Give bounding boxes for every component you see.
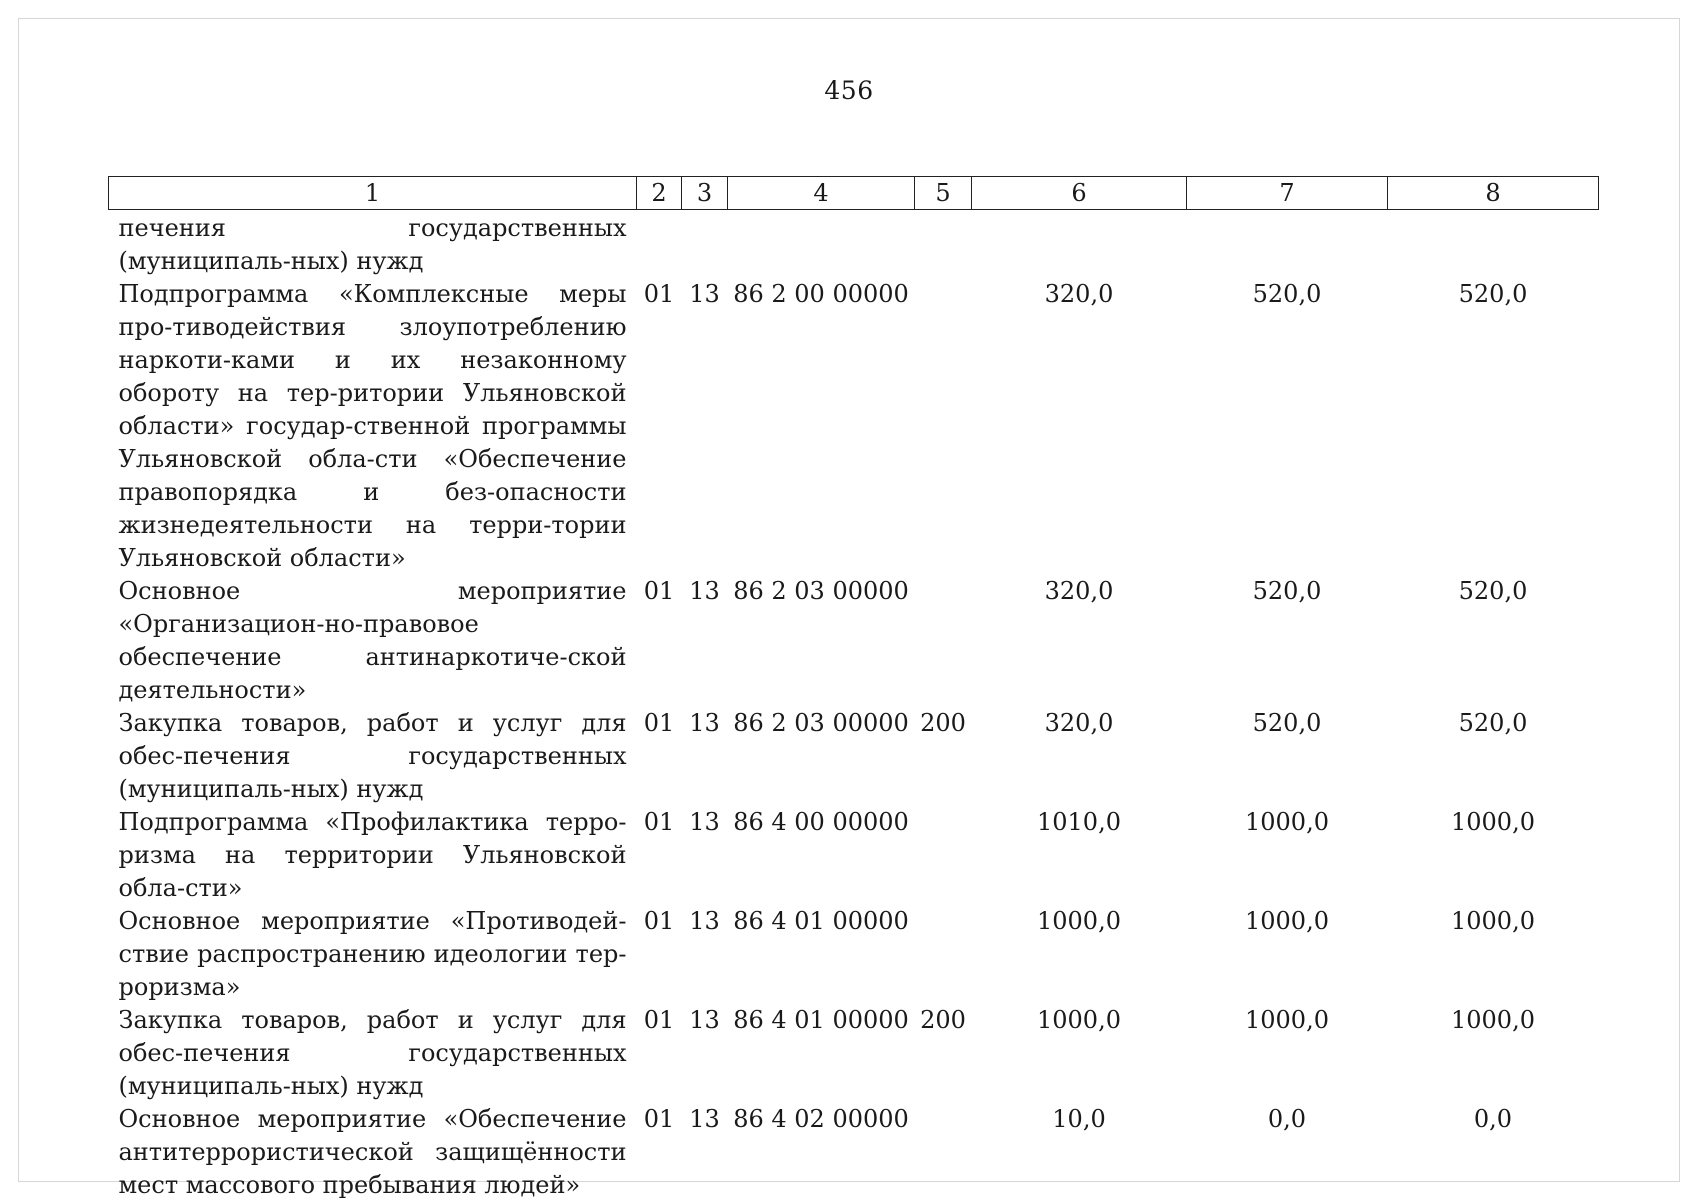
row-target-code: 86 2 00 00000 [733,280,909,308]
row-description: Основное мероприятие «Противодей-ствие распространению идеологии тер-роризма» [118,907,627,1001]
column-header-5: 5 [915,177,972,210]
row-description: Подпрограмма «Профилактика терро-ризма на территории Ульяновской обла-сти» [118,808,627,902]
row-amount-col7: 1000,0 [1245,907,1329,935]
row-section: 01 [643,577,675,605]
row-target-code: 86 2 03 00000 [733,577,909,605]
row-section: 01 [643,709,675,737]
row-amount-col8 [1388,210,1599,279]
row-subsection: 13 [689,280,720,308]
row-target-code [728,210,915,279]
row-description: Подпрограмма «Комплексные меры про-тиводействия злоупотреблению наркоти-ками и их незаконному обороту на тер-ритории Ульяновской области» государ-ственной программы Ульяновской обла-сти «Обеспечение правопорядка и без-опасности жизнедеятельности на терри-тории Ульяновской области» [118,280,627,572]
row-amount-col8: 1000,0 [1451,907,1535,935]
row-section: 01 [643,1006,675,1034]
column-header-3: 3 [682,177,728,210]
table-row [109,1103,1599,1202]
row-target-code: 86 4 00 00000 [733,808,909,836]
row-subsection [682,210,728,279]
row-expense-type [915,210,972,279]
row-amount-col8: 1000,0 [1451,808,1535,836]
row-amount-col8: 520,0 [1458,709,1528,737]
row-amount-col6: 1000,0 [1037,1006,1121,1034]
table-row [109,806,1599,905]
row-amount-col8: 520,0 [1458,577,1528,605]
table-row [109,575,1599,707]
table-row [109,278,1599,575]
row-amount-col6: 1010,0 [1037,808,1121,836]
row-subsection: 13 [689,1006,720,1034]
row-amount-col7: 1000,0 [1245,808,1329,836]
row-target-code: 86 4 01 00000 [733,907,909,935]
row-expense-type [915,905,972,1004]
column-header-4: 4 [728,177,915,210]
row-target-code: 86 2 03 00000 [733,709,909,737]
row-amount-col8: 0,0 [1473,1105,1513,1133]
row-amount-col7: 1000,0 [1245,1006,1329,1034]
row-amount-col7 [1187,210,1388,279]
row-subsection: 13 [689,808,720,836]
row-amount-col6: 320,0 [1044,577,1114,605]
row-expense-type [915,575,972,707]
row-expense-type [915,1103,972,1202]
row-expense-type: 200 [920,1006,966,1034]
row-section: 01 [643,1105,675,1133]
row-description: Основное мероприятие «Организацион-но-правовое обеспечение антинаркотиче-ской деятельности» [118,577,627,704]
row-description: Основное мероприятие «Обеспечение антитеррористической защищённости мест массового пребывания людей» [118,1105,627,1199]
row-amount-col6: 1000,0 [1037,907,1121,935]
column-header-1: 1 [109,177,637,210]
row-section: 01 [643,280,675,308]
row-section [637,210,682,279]
row-description: печения государственных (муниципаль-ных) нужд [118,214,627,275]
row-amount-col6: 10,0 [1052,1105,1106,1133]
table-header-row [109,177,1599,210]
row-subsection: 13 [689,709,720,737]
row-amount-col6 [972,210,1187,279]
row-expense-type [915,806,972,905]
row-amount-col8: 520,0 [1458,280,1528,308]
table-row [109,905,1599,1004]
table-row [109,1004,1599,1103]
row-expense-type: 200 [920,709,966,737]
row-description: Закупка товаров, работ и услуг для обес-печения государственных (муниципаль-ных) нужд [118,709,627,803]
row-amount-col7: 520,0 [1252,709,1322,737]
table-row [109,707,1599,806]
budget-table [108,176,1599,1202]
row-target-code: 86 4 02 00000 [733,1105,909,1133]
column-header-6: 6 [972,177,1187,210]
row-description: Закупка товаров, работ и услуг для обес-печения государственных (муниципаль-ных) нужд [118,1006,627,1100]
row-subsection: 13 [689,1105,720,1133]
row-expense-type [915,278,972,575]
row-amount-col7: 0,0 [1267,1105,1307,1133]
column-header-8: 8 [1388,177,1599,210]
table-row [109,210,1599,279]
row-amount-col8: 1000,0 [1451,1006,1535,1034]
row-target-code: 86 4 01 00000 [733,1006,909,1034]
column-header-7: 7 [1187,177,1388,210]
row-amount-col6: 320,0 [1044,280,1114,308]
row-amount-col7: 520,0 [1252,280,1322,308]
row-amount-col7: 520,0 [1252,577,1322,605]
row-subsection: 13 [689,907,720,935]
page-number: 456 [824,76,874,105]
row-subsection: 13 [689,577,720,605]
column-header-2: 2 [637,177,682,210]
row-section: 01 [643,808,675,836]
row-section: 01 [643,907,675,935]
row-amount-col6: 320,0 [1044,709,1114,737]
